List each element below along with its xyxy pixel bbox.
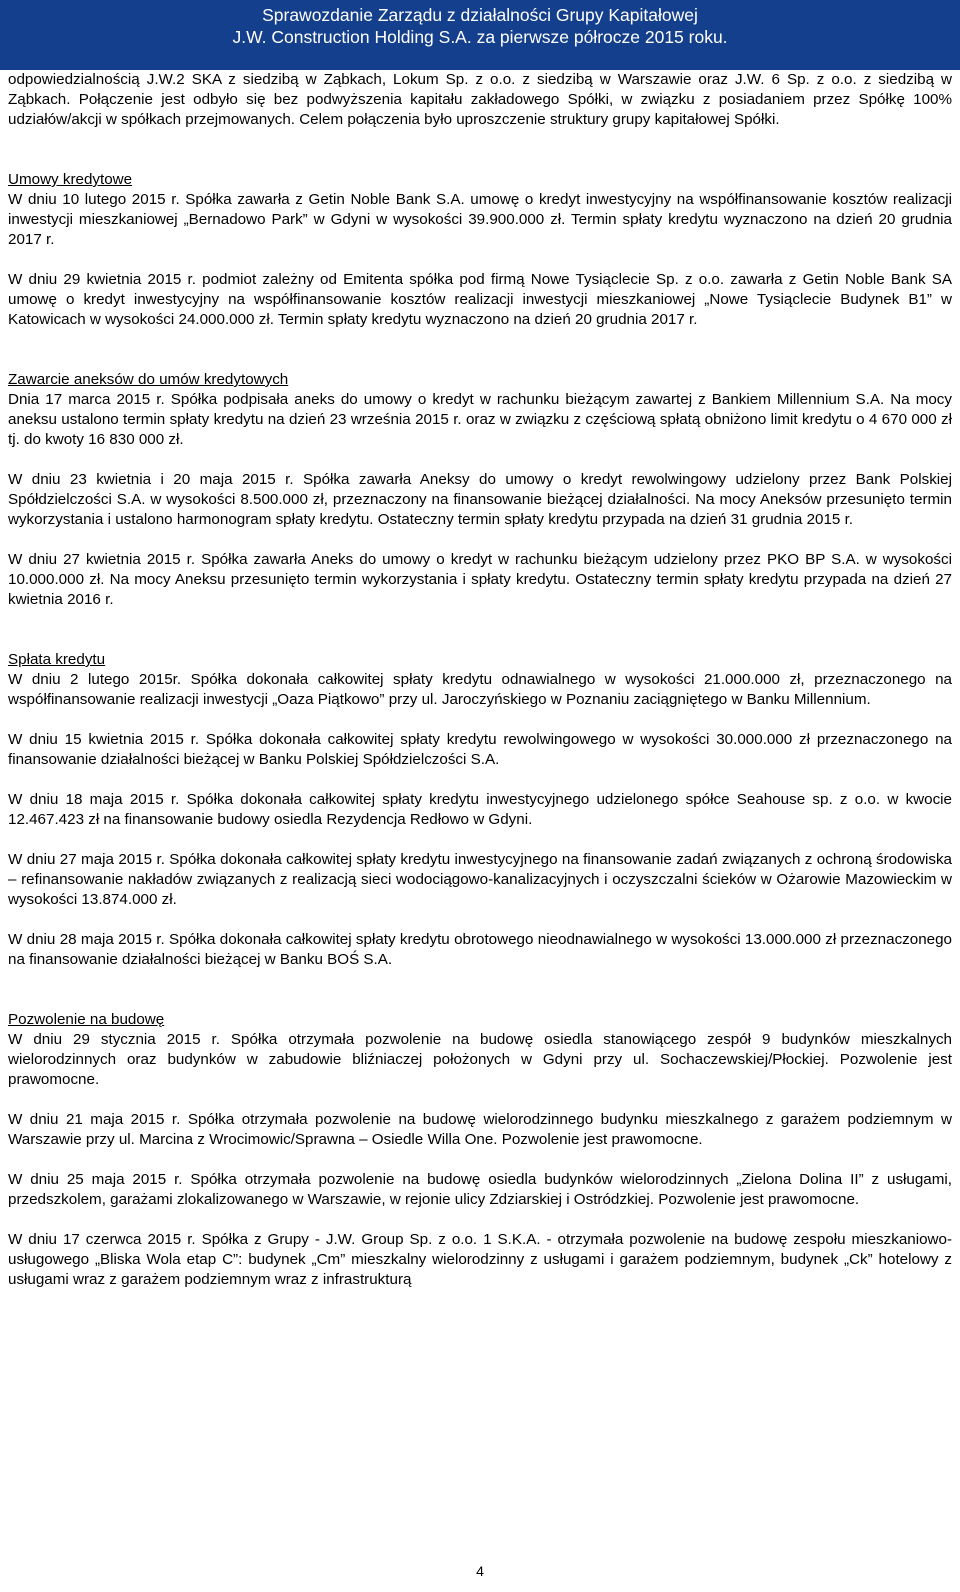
annexes-paragraph-3: W dniu 27 kwietnia 2015 r. Spółka zawarła Aneks do umowy o kredyt w rachunku bieżącym udzielony przez PKO BP S.A. w wysokości 10.000.000 zł. Na mocy Aneksu przesunięto termin wykorzystania i spłaty kredytu. Ostateczny termin spłaty kredytu przypada na dzień 27 kwietnia 2016 r. bbox=[8, 551, 952, 608]
report-header bbox=[0, 0, 960, 70]
section-heading-permits: Pozwolenie na budowę bbox=[8, 1011, 165, 1028]
repayment-paragraph-5: W dniu 28 maja 2015 r. Spółka dokonała całkowitej spłaty kredytu obrotowego nieodnawialnego w wysokości 13.000.000 zł przeznaczonego na finansowanie działalności bieżącej w Banku BOŚ S.A. bbox=[8, 931, 952, 968]
annexes-paragraph-1: Dnia 17 marca 2015 r. Spółka podpisała aneks do umowy o kredyt w rachunku bieżącym zawartej z Bankiem Millennium S.A. Na mocy aneksu ustalono termin spłaty kredytu na dzień 23 września 2015 r. oraz w związku z częściową spłatą obniżono limit kredytu o 4 670 000 zł tj. do kwoty 16 830 000 zł. bbox=[8, 391, 952, 448]
permits-paragraph-2: W dniu 21 maja 2015 r. Spółka otrzymała pozwolenie na budowę wielorodzinnego budynku mieszkalnego z garażem podziemnym w Warszawie przy ul. Marcina z Wrocimowic/Sprawna – Osiedle Willa One. Pozwolenie jest prawomocne. bbox=[8, 1111, 952, 1148]
annexes-paragraph-2: W dniu 23 kwietnia i 20 maja 2015 r. Spółka zawarła Aneksy do umowy o kredyt rewolwingowy udzielony przez Bank Polskiej Spółdzielczości S.A. w wysokości 8.500.000 zł, przeznaczony na finansowanie bieżącej działalności. Na mocy Aneksów przesunięto termin wykorzystania i ustalono harmonogram spłaty kredytu. Ostateczny termin spłaty kredytu przypada na dzień 31 grudnia 2015 r. bbox=[8, 471, 952, 528]
loans-paragraph-2: W dniu 29 kwietnia 2015 r. podmiot zależny od Emitenta spółka pod firmą Nowe Tysiąclecie Sp. z o.o. zawarła z Getin Noble Bank SA umowę o kredyt inwestycyjny na współfinansowanie kosztów realizacji inwestycji mieszkaniowej „Nowe Tysiąclecie Budynek B1” w Katowicach w wysokości 24.000.000 zł. Termin spłaty kredytu wyznaczono na dzień 20 grudnia 2017 r. bbox=[8, 271, 952, 328]
repayment-paragraph-4: W dniu 27 maja 2015 r. Spółka dokonała całkowitej spłaty kredytu inwestycyjnego na finansowanie zadań związanych z ochroną środowiska – refinansowanie nakładów związanych z realizacją sieci wodociągowo-kanalizacyjnych i oczyszczalni ścieków w Ożarowie Mazowieckim w wysokości 13.874.000 zł. bbox=[8, 851, 952, 908]
section-heading-loans: Umowy kredytowe bbox=[8, 171, 133, 188]
header-title: Sprawozdanie Zarządu z działalności Grupy Kapitałowej bbox=[262, 5, 698, 25]
intro-paragraph: odpowiedzialnością J.W.2 SKA z siedzibą w Ząbkach, Lokum Sp. z o.o. z siedzibą w Warszawie oraz J.W. 6 Sp. z o.o. z siedzibą w Ząbkach. Połączenie jest odbyło się bez podwyższenia kapitału zakładowego Spółki, w związku z posiadaniem przez Spółkę 100% udziałów/akcji w spółkach przejmowanych. Celem połączenia było uproszczenie struktury grupy kapitałowej Spółki. bbox=[8, 71, 952, 128]
loans-paragraph-1: W dniu 10 lutego 2015 r. Spółka zawarła z Getin Noble Bank S.A. umowę o kredyt inwestycyjny na współfinansowanie kosztów realizacji inwestycji mieszkaniowej „Bernadowo Park” w Gdyni w wysokości 39.900.000 zł. Termin spłaty kredytu wyznaczono na dzień 20 grudnia 2017 r. bbox=[8, 191, 952, 248]
repayment-paragraph-1: W dniu 2 lutego 2015r. Spółka dokonała całkowitej spłaty kredytu odnawialnego w wysokości 21.000.000 zł, przeznaczonego na współfinansowanie realizacji inwestycji „Oaza Piątkowo” przy ul. Jaroczyńskiego w Poznaniu zaciągniętego w Banku Millennium. bbox=[8, 671, 952, 708]
repayment-paragraph-2: W dniu 15 kwietnia 2015 r. Spółka dokonała całkowitej spłaty kredytu rewolwingowego w wysokości 30.000.000 zł przeznaczonego na finansowanie działalności bieżącej w Banku Polskiej Spółdzielczości S.A. bbox=[8, 731, 952, 768]
page-number: 4 bbox=[476, 1563, 484, 1579]
section-heading-repayment: Spłata kredytu bbox=[8, 651, 106, 668]
header-subtitle: J.W. Construction Holding S.A. za pierwsze półrocze 2015 roku. bbox=[232, 27, 728, 47]
permits-paragraph-4: W dniu 17 czerwca 2015 r. Spółka z Grupy - J.W. Group Sp. z o.o. 1 S.K.A. - otrzymała pozwolenie na budowę zespołu mieszkaniowo-usługowego „Bliska Wola etap C”: budynek „Cm” mieszkalny wielorodzinny z usługami i garażem podziemnym, budynek „Ck” hotelowy z usługami wraz z garażem podziemnym wraz z infrastrukturą bbox=[8, 1231, 952, 1288]
document-body bbox=[8, 70, 952, 1290]
repayment-paragraph-3: W dniu 18 maja 2015 r. Spółka dokonała całkowitej spłaty kredytu inwestycyjnego udzielonego spółce Seahouse sp. z o.o. w kwocie 12.467.423 zł na finansowanie budowy osiedla Rezydencja Redłowo w Gdyni. bbox=[8, 791, 952, 828]
permits-paragraph-1: W dniu 29 stycznia 2015 r. Spółka otrzymała pozwolenie na budowę osiedla stanowiącego zespół 9 budynków mieszkalnych wielorodzinnych oraz budynków w zabudowie bliźniaczej położonych w Gdyni przy ul. Sochaczewskiej/Płockiej. Pozwolenie jest prawomocne. bbox=[8, 1031, 952, 1088]
permits-paragraph-3: W dniu 25 maja 2015 r. Spółka otrzymała pozwolenie na budowę osiedla budynków wielorodzinnych „Zielona Dolina II” z usługami, przedszkolem, garażami zlokalizowanego w Warszawie, w rejonie ulicy Zdziarskiej i Ostródzkiej. Pozwolenie jest prawomocne. bbox=[8, 1171, 952, 1208]
section-heading-annexes: Zawarcie aneksów do umów kredytowych bbox=[8, 371, 289, 388]
